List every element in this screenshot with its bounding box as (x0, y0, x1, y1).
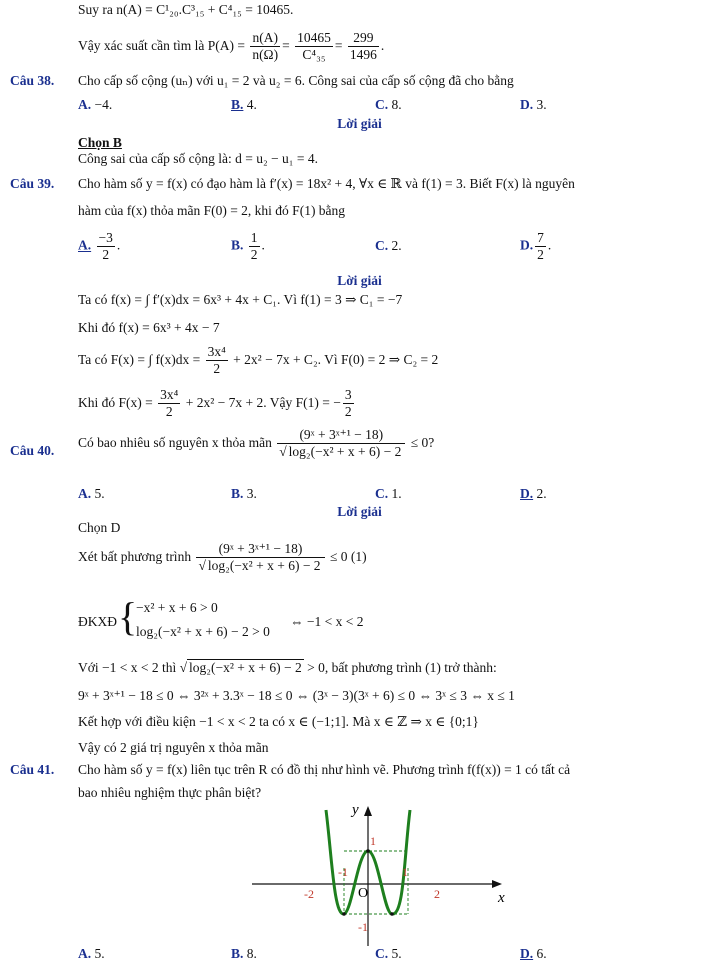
text-segment: Có bao nhiêu số nguyên x thỏa mãn (78, 434, 272, 450)
option-a[interactable] (78, 97, 112, 113)
text-segment: Ta có F(x) = ∫ f(x)dx = (78, 351, 201, 367)
numerator: 3x⁴ (206, 344, 228, 361)
option-b[interactable] (231, 486, 257, 502)
question-text (78, 427, 434, 460)
option-value: 2. (536, 486, 547, 501)
tick-label-x-left2: -2 (304, 887, 314, 901)
fraction (348, 30, 379, 63)
option-label: C. (375, 97, 389, 112)
option-label: B. (231, 486, 244, 501)
numerator: (9ˣ + 3ˣ⁺¹ − 18) (196, 541, 324, 558)
denominator: 2 (250, 247, 258, 262)
option-a[interactable] (78, 946, 105, 962)
numerator: n(A) (250, 30, 280, 47)
answer-choice: Chọn D (78, 520, 121, 535)
option-label: C. (375, 486, 389, 501)
tick-label-y-bottom: -1 (358, 920, 368, 934)
option-c[interactable] (375, 946, 402, 962)
text-segment: ≤ 0? (410, 434, 435, 450)
denominator: 2 (213, 361, 221, 377)
option-value: −4. (94, 97, 113, 112)
option-value: 4. (246, 97, 257, 112)
denominator: n(Ω) (252, 47, 279, 63)
numerator: 3x⁴ (158, 387, 180, 404)
denominator: 2 (165, 404, 173, 420)
condition-result: ⇔ −1 < x < 2 (290, 614, 364, 629)
numerator: −3 (98, 230, 113, 245)
x-axis-label: x (498, 890, 505, 906)
probability-line: Vậy xác suất cần tìm là P(A) = $\frac{n(A)}{n(\Omega)}$ = $\frac{10465}{\text{C⁴₃₅}}$ = $\frac{299}{1496}$ . (78, 30, 385, 63)
solution-line: Khi đó f(x) = 6x³ + 4x − 7 (78, 320, 220, 335)
text-segment: Khi đó F(x) = (78, 394, 153, 410)
text-segment: + 2x² − 7x + C₂. Vì F(0) = 2 ⇒ C₂ = 2 (233, 351, 439, 367)
condition-line: −x² + x + 6 > 0 (136, 600, 218, 615)
dkxd-label: ĐKXĐ (78, 614, 117, 629)
radicand: log₂(−x² + x + 6) − 2 (189, 660, 302, 675)
option-value: 3. (536, 97, 547, 112)
option-label: B. (231, 946, 244, 961)
denominator: 2 (102, 247, 110, 262)
fraction (158, 387, 180, 420)
question-text: Cho cấp số cộng (uₙ) với u₁ = 2 và u₂ = 6. Công sai của cấp số cộng đã cho bằng (78, 73, 514, 88)
solution-line (78, 387, 356, 420)
solution-line: Kết hợp với điều kiện −1 < x < 2 ta có x ∈ (−1;1]. Mà x ∈ ℤ ⇒ x ∈ {0;1} (78, 714, 479, 729)
question-number: Câu 40. (10, 443, 55, 458)
tick-label-x-right2: 2 (434, 887, 440, 901)
solution-line: Ta có f(x) = ∫ f′(x)dx = 6x³ + 4x + C₁. Vì f(1) = 3 ⇒ C₁ = −7 (78, 292, 403, 307)
option-d[interactable]: D. $\frac{7}{2}$ . (520, 230, 552, 262)
question-text: Cho hàm số y = f(x) liên tục trên R có đồ thị như hình vẽ. Phương trình f(f(x)) = 1 có tất cả (78, 762, 571, 777)
question-text: bao nhiêu nghiệm thực phân biệt? (78, 785, 262, 800)
y-axis-label: y (352, 802, 359, 818)
solution-heading: Lời giải (337, 504, 382, 519)
text-segment: Vậy xác suất cần tìm là P(A) = (78, 37, 245, 53)
numerator: 1 (250, 230, 258, 245)
fraction (535, 230, 546, 263)
fraction (97, 230, 115, 263)
option-label: B. (231, 97, 244, 112)
x-axis-arrow (492, 880, 502, 888)
option-label: A. (78, 486, 92, 501)
point-max (366, 849, 370, 853)
option-label: C. (375, 238, 389, 253)
point-min-right (390, 912, 394, 916)
answer-choice: Chọn B (78, 135, 122, 150)
question-number: Câu 38. (10, 73, 55, 88)
denominator: 2 (537, 247, 544, 262)
option-label: D. (520, 237, 534, 253)
radicand: log₂(−x² + x + 6) − 2 (288, 444, 402, 460)
text-segment: Xét bất phương trình (78, 548, 192, 564)
option-a[interactable] (78, 486, 105, 502)
option-b[interactable] (231, 97, 257, 113)
option-value: 5. (94, 946, 105, 961)
function-graph (246, 798, 536, 950)
question-text: hàm của f(x) thỏa mãn F(0) = 2, khi đó F(1) bằng (78, 203, 346, 218)
text-segment: Với −1 < x < 2 thì (78, 660, 177, 675)
text-segment: + 2x² − 7x + 2. Vậy F(1) = − (185, 394, 341, 410)
option-label: C. (375, 946, 389, 961)
condition-line: log₂(−x² + x + 6) − 2 > 0 (136, 624, 270, 639)
solution-line: Công sai của cấp số cộng là: d = u₂ − u₁ = 4. (78, 151, 318, 166)
text-line: Suy ra n(A) = C¹₂₀.C³₁₅ + C⁴₁₅ = 10465. (78, 2, 294, 17)
option-label: D. (520, 97, 534, 112)
denominator: 2 (344, 404, 352, 420)
option-value: 5. (391, 946, 402, 961)
solution-heading: Lời giải (337, 116, 382, 131)
option-label: A. (78, 946, 92, 961)
option-value: 3. (246, 486, 257, 501)
tick-label-y-top: 1 (370, 834, 376, 848)
solution-line (78, 541, 367, 574)
fraction (250, 30, 280, 63)
y-axis-arrow (364, 806, 372, 816)
solution-heading: Lời giải (337, 273, 382, 288)
option-a[interactable]: A. $\frac{-3}{2}$ . (78, 230, 121, 262)
punctuation: . (380, 37, 385, 53)
option-c[interactable] (375, 486, 402, 502)
option-d[interactable] (520, 946, 547, 962)
origin-label: O (358, 886, 369, 901)
option-value: 2. (391, 238, 402, 253)
option-b[interactable] (231, 946, 257, 962)
option-value: 8. (246, 946, 257, 961)
solution-line: Vậy có 2 giá trị nguyên x thỏa mãn (78, 740, 269, 755)
option-value: 5. (94, 486, 105, 501)
point-min-left (342, 912, 346, 916)
fraction (277, 427, 405, 460)
option-value: 1. (391, 486, 402, 501)
left-brace: { (118, 594, 138, 639)
option-value: 6. (536, 946, 547, 961)
denominator: √ log₂(−x² + x + 6) − 2 (198, 558, 321, 574)
question-number: Câu 39. (10, 176, 55, 191)
text-segment: > 0, bất phương trình (1) trở thành: (307, 660, 497, 675)
denominator: 1496 (349, 47, 377, 63)
numerator: 10465 (295, 30, 333, 47)
denominator: √ log₂(−x² + x + 6) − 2 (279, 444, 402, 460)
numerator: 7 (537, 230, 544, 245)
fraction (343, 387, 354, 420)
fraction (196, 541, 324, 574)
question-number: Câu 41. (10, 762, 55, 777)
fraction (295, 30, 333, 63)
text-segment: ≤ 0 (1) (329, 548, 367, 564)
option-c[interactable] (375, 97, 402, 113)
tick-label-x-right1: 1 (402, 865, 408, 879)
option-value: 8. (391, 97, 402, 112)
numerator: 299 (348, 30, 379, 47)
question-text: Cho hàm số y = f(x) có đạo hàm là f′(x) = 18x² + 4, ∀x ∈ ℝ và f(1) = 3. Biết F(x) là nguyên (78, 176, 575, 191)
solution-line: 9ˣ + 3ˣ⁺¹ − 18 ≤ 0 ⇔ 3²ˣ + 3.3ˣ − 18 ≤ 0 ⇔ (3ˣ − 3)(3ˣ + 6) ≤ 0 ⇔ 3ˣ ≤ 3 ⇔ x ≤ 1 (78, 688, 515, 703)
numerator: (9ˣ + 3ˣ⁺¹ − 18) (277, 427, 405, 444)
tick-label-x-left1: -1 (338, 865, 348, 879)
option-d[interactable] (520, 486, 547, 502)
option-label: A. (78, 237, 92, 253)
option-c[interactable] (375, 238, 402, 254)
option-label: D. (520, 486, 534, 501)
option-label: D. (520, 946, 534, 961)
denominator: C⁴₃₅ (302, 47, 326, 63)
fraction (206, 344, 228, 377)
numerator: 3 (343, 387, 354, 404)
option-d[interactable] (520, 97, 547, 113)
solution-line (78, 344, 438, 377)
radicand: log₂(−x² + x + 6) − 2 (207, 558, 321, 574)
option-label: B. (231, 237, 244, 253)
option-label: A. (78, 97, 92, 112)
option-b[interactable]: B. $\frac{1}{2}$ . (231, 230, 265, 262)
fraction (249, 230, 260, 263)
solution-line: Với −1 < x < 2 thì √ log₂(−x² + x + 6) − 2 > 0, bất phương trình (1) trở thành: (78, 660, 497, 675)
